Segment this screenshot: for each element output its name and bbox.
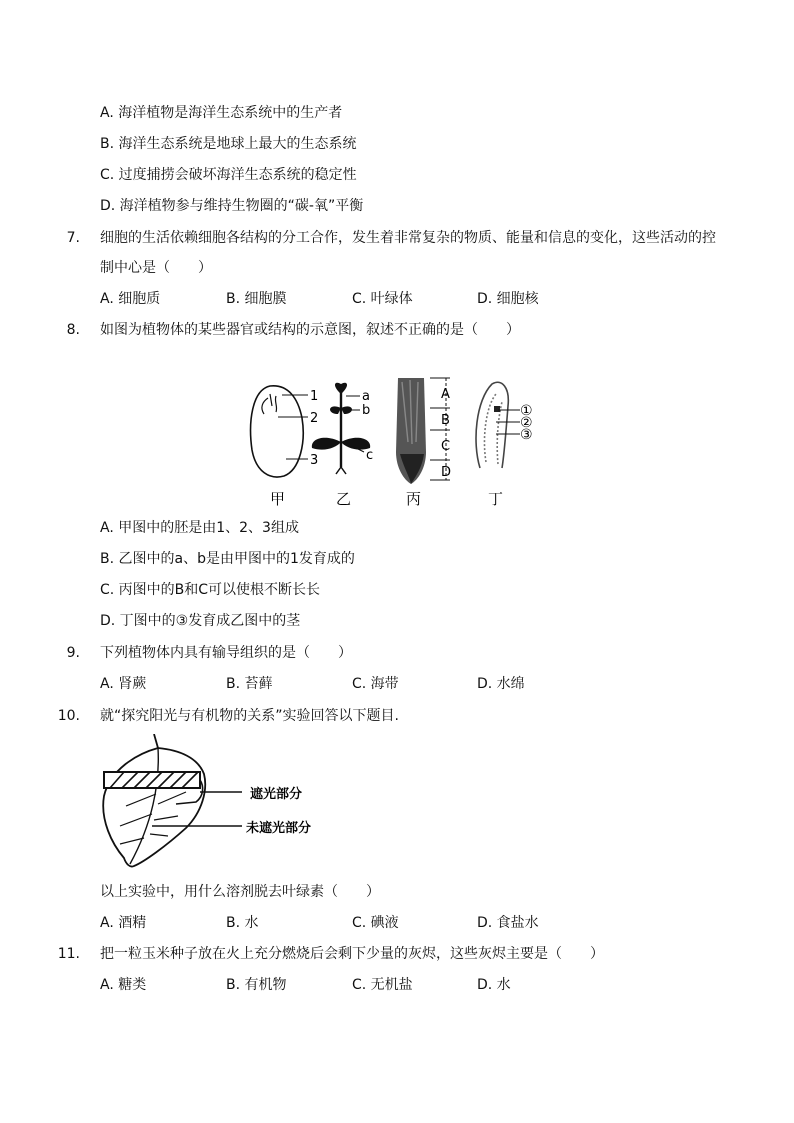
light-shield-strip — [104, 772, 203, 804]
caption-yi: 乙 — [336, 490, 352, 508]
label-c: c — [366, 448, 374, 463]
label-shaded-part: 遮光部分 — [250, 787, 303, 802]
label-circle-2: ② — [520, 415, 533, 431]
q10-number: 10. — [57, 708, 80, 724]
q9-option-d: D. 水绵 — [477, 676, 525, 692]
label-A: A — [441, 387, 450, 402]
q7-option-c: C. 叶绿体 — [352, 291, 413, 307]
label-2: 2 — [310, 411, 319, 426]
q10-stem: 就“探究阳光与有机物的关系”实验回答以下题目. — [100, 708, 399, 724]
q6-option-d: D. 海洋植物参与维持生物圈的“碳-氧”平衡 — [100, 198, 364, 214]
q8-figure — [240, 372, 560, 512]
q8-option-d: D. 丁图中的③发育成乙图中的茎 — [100, 613, 301, 629]
leaf-outline — [103, 748, 205, 867]
q7-option-a: A. 细胞质 — [100, 291, 161, 307]
label-3: 3 — [310, 453, 319, 468]
q10-option-d: D. 食盐水 — [477, 915, 539, 931]
q8-option-c: C. 丙图中的B和C可以使根不断长长 — [100, 582, 321, 598]
leaf-stalk — [154, 734, 158, 748]
label-D: D — [441, 465, 452, 480]
q11-option-b: B. 有机物 — [226, 977, 287, 993]
q11-option-c: C. 无机盐 — [352, 977, 413, 993]
q6-option-c: C. 过度捕捞会破坏海洋生态系统的稳定性 — [100, 167, 357, 183]
q9-number: 9. — [66, 645, 80, 661]
q9-option-a: A. 肾蕨 — [100, 676, 147, 692]
label-circle-3: ③ — [520, 427, 533, 443]
label-a: a — [362, 389, 370, 404]
q8-stem: 如图为植物体的某些器官或结构的示意图，叙述不正确的是（ ） — [100, 322, 520, 338]
q7-stem-line2: 制中心是（ ） — [100, 260, 212, 276]
label-1: 1 — [310, 389, 319, 404]
caption-ding: 丁 — [488, 490, 504, 508]
q9-stem: 下列植物体内具有输导组织的是（ ） — [100, 645, 352, 661]
q11-option-a: A. 糖类 — [100, 977, 147, 993]
q7-number: 7. — [66, 230, 80, 246]
q6-option-a: A. 海洋植物是海洋生态系统中的生产者 — [100, 105, 343, 121]
q10-leaf-figure — [96, 734, 356, 874]
q11-stem: 把一粒玉米种子放在火上充分燃烧后会剩下少量的灰烬，这些灰烬主要是（ ） — [100, 946, 604, 962]
q8-option-a: A. 甲图中的胚是由1、2、3组成 — [100, 520, 299, 536]
q9-option-b: B. 苔藓 — [226, 676, 273, 692]
bud-diagram-ding — [476, 382, 520, 468]
label-B: B — [441, 413, 450, 428]
label-b: b — [362, 403, 371, 418]
q8-number: 8. — [66, 322, 80, 338]
q6-option-b: B. 海洋生态系统是地球上最大的生态系统 — [100, 136, 357, 152]
q8-option-b: B. 乙图中的a、b是由甲图中的1发育成的 — [100, 551, 355, 567]
q7-stem-line1: 细胞的生活依赖细胞各结构的分工合作，发生着非常复杂的物质、能量和信息的变化，这些活动的控 — [100, 230, 716, 246]
q9-option-c: C. 海带 — [352, 676, 399, 692]
caption-bing: 丙 — [406, 490, 422, 508]
q11-number: 11. — [57, 946, 80, 962]
label-C: C — [441, 439, 451, 454]
q7-option-b: B. 细胞膜 — [226, 291, 287, 307]
q7-option-d: D. 细胞核 — [477, 291, 539, 307]
q10-question: 以上实验中，用什么溶剂脱去叶绿素（ ） — [100, 884, 380, 900]
label-circle-1: ① — [520, 403, 533, 419]
q10-option-b: B. 水 — [226, 915, 259, 931]
seed-diagram-jia — [251, 386, 308, 477]
q10-option-c: C. 碘液 — [352, 915, 399, 931]
caption-jia: 甲 — [270, 490, 286, 508]
q10-option-a: A. 酒精 — [100, 915, 147, 931]
q11-option-d: D. 水 — [477, 977, 511, 993]
label-unshaded-part: 未遮光部分 — [246, 821, 312, 836]
